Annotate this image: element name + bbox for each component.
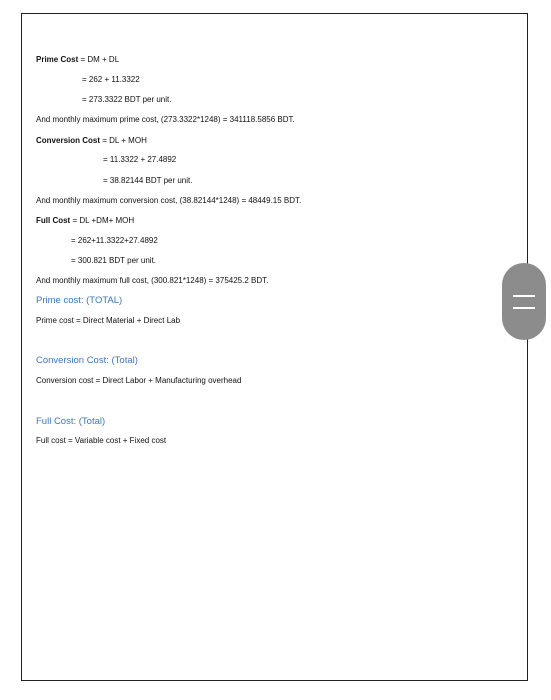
conversion-cost-label: Conversion Cost — [36, 136, 101, 145]
full-cost-formula — [36, 216, 134, 226]
conversion-cost-step1: = 11.3322 + 27.4892 — [103, 155, 177, 164]
full-cost-step1: = 262+11.3322+27.4892 — [71, 236, 158, 245]
full-cost-label: Full Cost — [36, 216, 71, 225]
prime-cost-step2: = 273.3322 BDT per unit. — [82, 95, 172, 104]
prime-cost-step1: = 262 + 11.3322 — [82, 75, 140, 84]
conversion-total-definition: Conversion cost = Direct Labor + Manufacturing overhead — [36, 376, 242, 385]
full-cost-formula-text: = DL +DM+ MOH — [70, 216, 135, 225]
prime-cost-monthly: And monthly maximum prime cost, (273.3322*1248) = 341118.5856 BDT. — [36, 115, 295, 124]
prime-total-heading: Prime cost: (TOTAL) — [36, 295, 123, 306]
prime-total-definition: Prime cost = Direct Material + Direct Lab — [36, 316, 181, 325]
prime-cost-formula — [36, 55, 119, 65]
prime-cost-formula-text: = DM + DL — [78, 55, 120, 64]
document-page — [21, 13, 528, 681]
conversion-cost-formula — [36, 136, 147, 146]
scroll-handle[interactable] — [502, 263, 546, 340]
prime-cost-label: Prime Cost — [36, 55, 79, 64]
full-cost-step2: = 300.821 BDT per unit. — [71, 256, 157, 265]
drag-handle-icon — [513, 295, 535, 309]
conversion-cost-step2: = 38.82144 BDT per unit. — [103, 176, 193, 185]
full-cost-monthly: And monthly maximum full cost, (300.821*1248) = 375425.2 BDT. — [36, 276, 269, 285]
conversion-total-heading: Conversion Cost: (Total) — [36, 355, 138, 366]
conversion-cost-formula-text: = DL + MOH — [100, 136, 147, 145]
full-total-heading: Full Cost: (Total) — [36, 416, 106, 427]
conversion-cost-monthly: And monthly maximum conversion cost, (38.82144*1248) = 48449.15 BDT. — [36, 196, 302, 205]
full-total-definition: Full cost = Variable cost + Fixed cost — [36, 436, 167, 445]
